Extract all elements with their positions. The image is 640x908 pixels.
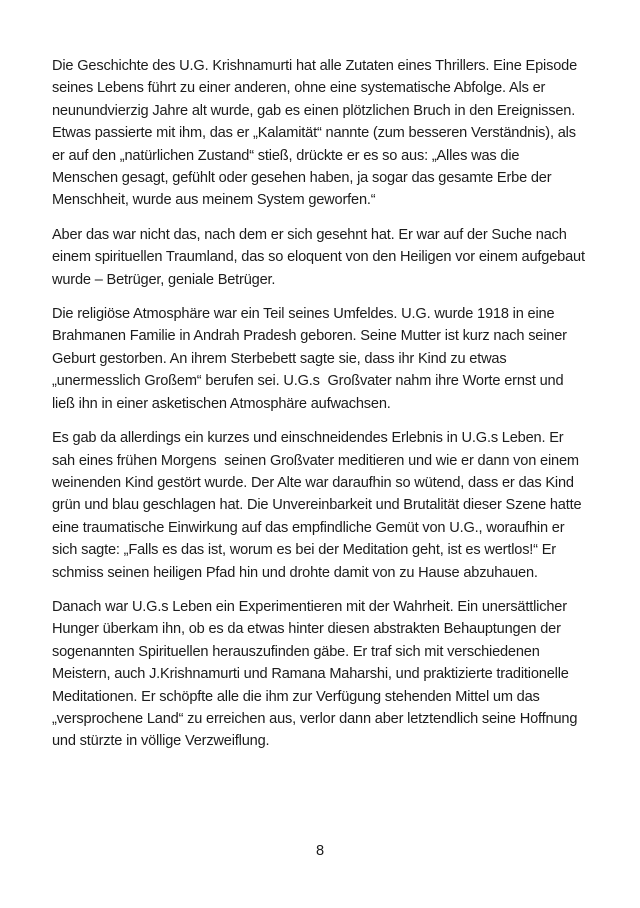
paragraph-5: Danach war U.G.s Leben ein Experimentieren mit der Wahrheit. Ein unersättlicher Hunger überkam ihn, ob es da etwas hinter diesen abstrakten Behauptungen der sogenannten Spirituellen herauszufinden gäbe. Er traf sich mit verschiedenen Meistern, auch J.Krishnamurti und Ramana Maharshi, und praktizierte traditionelle Meditationen. Er schöpfte alle die ihm zur Verfügung stehenden Mittel um das „versprochene Land“ zu erreichen aus, verlor dann aber letztendlich seine Hoffnung und stürzte in völlige Verzweiflung.	[52, 598, 582, 750]
page-number: 8	[315, 843, 325, 859]
paragraph-2: Aber das war nicht das, nach dem er sich gesehnt hat. Er war auf der Suche nach einem spirituellen Traumland, das so eloquent von den Heiligen vor einem aufgebaut wurde – Betrüger, geniale Betrüger.	[52, 226, 589, 288]
paragraph-4: Es gab da allerdings ein kurzes und einschneidendes Erlebnis in U.G.s Leben. Er sah eines frühen Morgens seinen Großvater meditieren und wie er dann von einem weinenden Kind gestört wurde. Der Alte war daraufhin so wütend, dass er das Kind grün und blau geschlagen hat. Die Unvereinbarkeit und Brutalität dieser Szene hatte eine traumatische Einwirkung auf das empfindliche Gemüt von U.G., woraufhin er sich sagte: „Falls es das ist, worum es bei der Meditation geht, ist es wertlos!“ Er schmiss seinen heiligen Pfad hin und drohte damit von zu Hause abzuhauen.	[52, 430, 586, 581]
paragraph-3: Die religiöse Atmosphäre war ein Teil seines Umfeldes. U.G. wurde 1918 in eine Brahmanen Familie in Andrah Pradesh geboren. Seine Mutter ist kurz nach seiner Geburt gestorben. An ihrem Sterbebett sagte sie, dass ihr Kind zu etwas „unermesslich Großem“ berufen sei. U.G.s Großvater nahm ihre Worte ernst und ließ ihn in einer asketischen Atmosphäre aufwachsen.	[52, 306, 571, 412]
paragraph-1: Die Geschichte des U.G. Krishnamurti hat alle Zutaten eines Thrillers. Eine Episode seines Lebens führt zu einer anderen, ohne eine systematische Abfolge. Als er neunundvierzig Jahre alt wurde, gab es einen plötzlichen Bruch in den Ereignissen. Etwas passierte mit ihm, das er „Kalamität“ nannte (zum besseren Verständnis), als er auf den „natürlichen Zustand“ stieß, drückte er es so aus: „Alles was die Menschen gesagt, gefühlt oder gesehen haben, ja sogar das gesamte Erbe der Menschheit, wurde aus meinem System geworfen.“	[52, 58, 581, 209]
text-body	[52, 55, 589, 753]
